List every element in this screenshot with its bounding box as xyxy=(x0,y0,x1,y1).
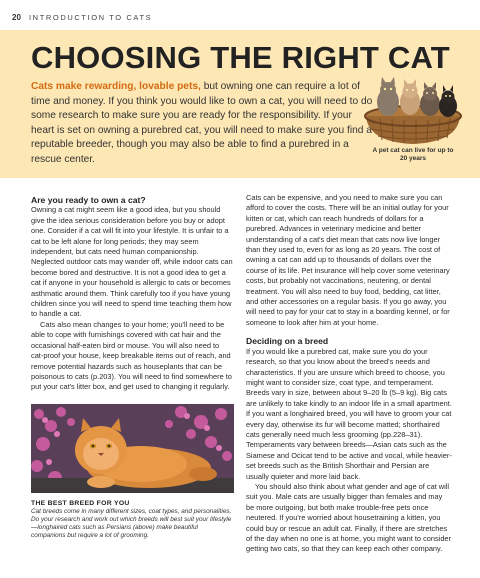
right-paragraph-1: Cats can be expensive, and you need to make sure you can afford to cover the costs. There will be an initial outlay for your kitten or cat, which can reach hundreds of dollars for a purebred. Advances in veterinary medicine and better understanding of a cat's diet mean that cats now live longer than they used to, even for as long as 20 years. The cost of owning a cat can add up to thousands of dollars over the course of its life. Pet insurance will help cover some veterinary costs, but probably not vaccinations, neutering, or dental treatment. You will also need to buy food, bedding, cat litter, and other accessories on a regular basis. If you go away, you will need to pay for your cat to stay in a boarding kennel, or for someone to look after him at your home. xyxy=(246,193,450,327)
right-paragraph-2: If you would like a purebred cat, make sure you do your research, so that you know about the breed's needs and characteristics. If you are unsure which breed to choose, you might want to consider size, coat type, and temperament. Breeds vary in size, between about 9–20 lb (5–9 kg). Big cats are unlikely to take kindly to an indoor life in a small apartment. If you want a longhaired breed, you will have to groom your cat every day, otherwise its fur will become matted; shorthaired cats generally need much less grooming (pp.228–31). Temperaments vary between breeds—Asian cats such as the Siamese and Ocicat tend to be active and vocal, while heavier-set breeds such as the British Shorthair and Persian are usually quieter and more laid back. xyxy=(246,346,452,481)
persian-cat-photo xyxy=(31,404,234,493)
right-column xyxy=(246,193,452,555)
photo-caption-title: THE BEST BREED FOR YOU xyxy=(31,500,130,507)
left-paragraph-1: Owning a cat might seem like a good idea, but you should give the idea serious consideration before you buy or adopt one. Consider if a cat will fit into your lifestyle. It is unfair to a cat to be left alone for long periods; they may seem independent, but cats need human companionship. Neglected outdoor cats may wander off, while indoor cats can become bored and destructive. It is not a good idea to get a cat if anyone in your household is allergic to cats or becomes asthmatic around them. Think carefully too if you have young children since you will need to spend time teaching them how to handle a cat. xyxy=(31,205,233,319)
lead-paragraph xyxy=(31,80,376,168)
left-paragraph-2: Cats also mean changes to your home; you'll need to be able to cope with furnishings covered with cat hair and the occasional half-eaten bird or mouse. You will also need to cat-proof your house, keep breakable items out of reach, and remove potential hazards such as houseplants that can be poisonous to cats (p.203). You will need to find somewhere to put your cat's litter box, and get used to changing it regularly. xyxy=(31,319,232,392)
section-label: INTRODUCTION TO CATS xyxy=(29,13,153,22)
photo-caption: Cat breeds come in many different sizes, coat types, and personalities. Do your research and work out which breeds will best suit your lifestyle—longhaired cats such as Persians (above) make beautiful companions but require a lot of grooming. xyxy=(31,508,232,539)
page-number: 20 xyxy=(12,13,21,22)
basket-illustration xyxy=(360,72,466,152)
heading-ready-to-own: Are you ready to own a cat? xyxy=(31,195,146,205)
kittens-in-basket-image xyxy=(360,72,466,152)
page-title: CHOOSING THE RIGHT CAT xyxy=(31,40,450,75)
right-paragraph-3: You should also think about what gender and age of cat will suit you. Male cats are usually bigger than females and may be more outgoing, but both make trouble-free pets once neutered. If you're worried about housetraining a kitten, you could buy or rescue an adult cat. Finally, if there are stretches of the day when no one is at home, you might want to consider getting two cats, so that they can keep each other company. xyxy=(246,481,452,554)
persian-cat-illustration xyxy=(31,404,234,493)
heading-deciding-on-breed: Deciding on a breed xyxy=(246,336,329,347)
basket-caption: A pet cat can live for up to 20 years xyxy=(372,147,454,162)
lead-highlight: Cats make rewarding, lovable pets, xyxy=(31,81,201,92)
page-header xyxy=(0,0,480,30)
left-column xyxy=(31,195,233,393)
lead-text: but owning one can require a lot of time and money. If you think you would like to own a cat, you will need to do some research to make sure you are ready for the responsibility. If your heart is set on owning a purebred cat, you will need to make sure you find a reputable breeder, though you may also be able to find a purebred in a rescue center. xyxy=(31,81,373,165)
